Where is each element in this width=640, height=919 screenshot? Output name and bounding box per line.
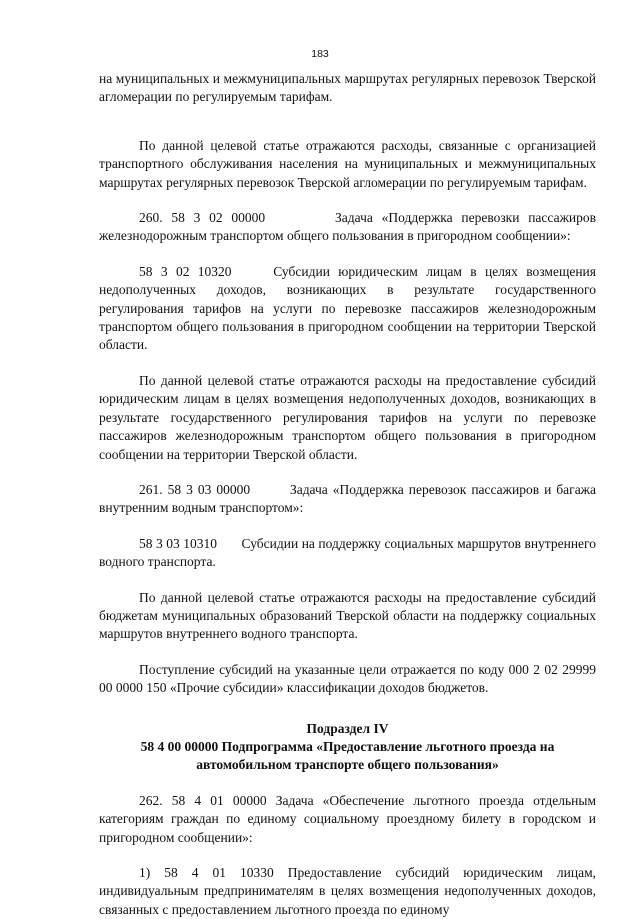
section-subtitle: Подраздел IV [306, 720, 389, 736]
paragraph-article-58-4-01-10330: 1) 58 4 01 10330 Предоставление субсидий юридическим лицам, индивидуальным предпринимателям в целях возмещения недополученных доходов, связанных с предоставлением льготного проезда по единому [99, 865, 596, 917]
paragraph-article-58-3-02-10320: 58 3 02 10320 Субсидии юридическим лицам в целях возмещения недополученных доходов, возникающих в результате государственного регулирования тарифов на услуги по перевозке пассажиров железнодорожным транспортом общего пользования в пригородном сообщении на территории Тверской области. [99, 263, 600, 353]
paragraph-article-58-3-03-10310: 58 3 03 10310 Субсидии на поддержку социальных маршрутов внутреннего водного транспорта. [99, 535, 600, 570]
section-title: 58 4 00 00000 Подпрограмма «Предоставление льготного проезда на автомобильном транспорте общего пользования» [140, 738, 555, 773]
paragraph-task-262: 262. 58 4 01 00000 Задача «Обеспечение льготного проезда отдельным категориям граждан по единому социальному проездному билету в городском и пригородном сообщении»: [99, 792, 596, 845]
document-body [99, 70, 600, 919]
paragraph-continuation: на муниципальных и межмуниципальных маршрутах регулярных перевозок Тверской агломерации по регулируемым тарифам. [99, 71, 596, 105]
page-number: 183 [311, 48, 329, 60]
paragraph-task-260: 260. 58 3 02 00000 Задача «Поддержка перевозки пассажиров железнодорожным транспортом общего пользования в пригородном сообщении»: [99, 210, 600, 244]
paragraph-expense-description: По данной целевой статье отражаются расходы на предоставление субсидий юридическим лицам в целях возмещения недополученных доходов, возникающих в результате государственного регулирования тарифов на услуги по перевозке пассажиров железнодорожным транспортом общего пользования в пригородном сообщении на территории Тверской области. [99, 372, 596, 462]
paragraph-revenue-note: Поступление субсидий на указанные цели отражается по коду 000 2 02 29999 00 0000 150 «Прочие субсидии» классификации доходов бюджетов. [99, 661, 596, 696]
paragraph-task-261: 261. 58 3 03 00000 Задача «Поддержка перевозок пассажиров и багажа внутренним водным транспортом»: [99, 481, 600, 516]
paragraph-expense-description: По данной целевой статье отражаются расходы, связанные с организацией транспортного обслуживания населения на муниципальных и межмуниципальных маршрутах регулярных перевозок Тверской агломерации по регулируемым тарифам. [99, 137, 596, 190]
paragraph-expense-description: По данной целевой статье отражаются расходы на предоставление субсидий бюджетам муниципальных образований Тверской области на поддержку социальных маршрутов внутреннего водного транспорта. [99, 589, 596, 642]
